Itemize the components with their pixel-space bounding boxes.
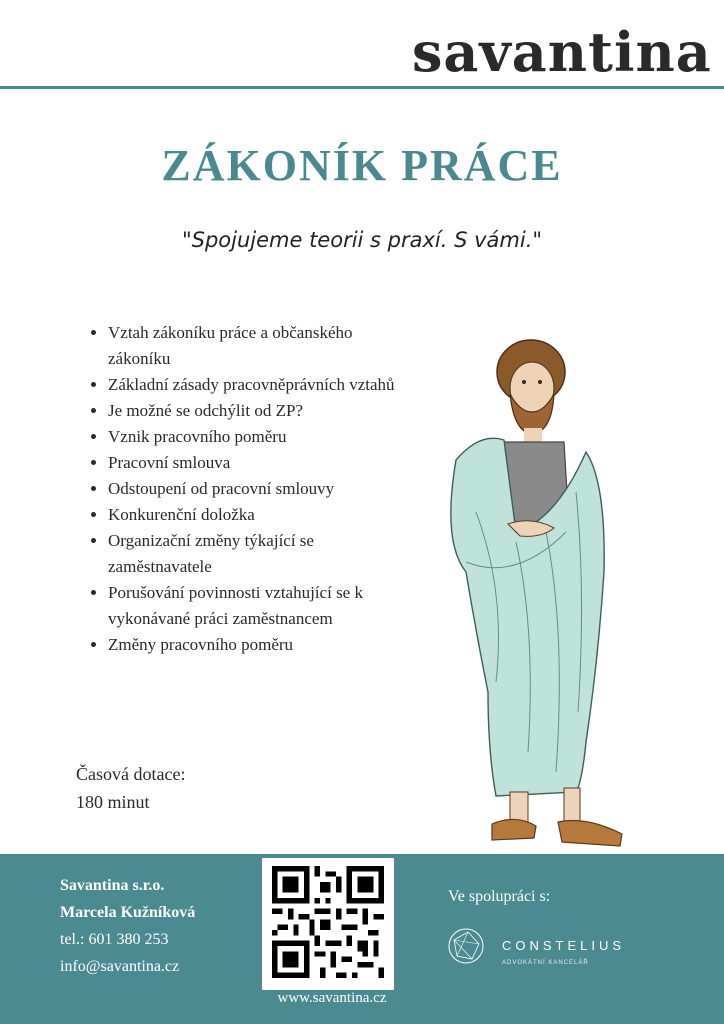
tagline: "Spojujeme teorii s praxí. S vámi." <box>181 228 543 252</box>
topic-item: • Konkurenční doložka <box>108 502 418 528</box>
qr-code-icon[interactable] <box>272 866 384 978</box>
partner-name: CONSTELIUS <box>502 938 626 953</box>
header-divider <box>0 86 724 89</box>
company-name: Savantina s.r.o. <box>60 877 165 894</box>
toga-figure-illustration <box>436 332 636 856</box>
course-title: ZÁKONÍK PRÁCE <box>161 141 563 190</box>
time-value: 180 minut <box>76 792 150 812</box>
contact-email[interactable]: info@savantina.cz <box>60 958 180 975</box>
contact-block <box>60 872 195 980</box>
topic-item: • Vznik pracovního poměru <box>108 424 418 450</box>
topic-list <box>88 320 418 658</box>
website-link[interactable]: www.savantina.cz <box>277 990 387 1006</box>
brand-logo: savantina <box>412 20 712 84</box>
topic-item: • Porušování povinnosti vztahující se k vykonávané práci zaměstnancem <box>108 580 418 632</box>
topic-item: • Organizační změny týkající se zaměstnavatele <box>108 528 418 580</box>
time-allocation <box>76 760 185 816</box>
contact-phone[interactable]: tel.: 601 380 253 <box>60 931 169 948</box>
constelius-logo-icon <box>446 926 486 966</box>
partner-label: Ve spolupráci s: <box>448 888 551 905</box>
topic-item: • Základní zásady pracovněprávních vztahů <box>108 372 418 398</box>
time-label: Časová dotace: <box>76 764 186 784</box>
topic-item: • Pracovní smlouva <box>108 450 418 476</box>
topic-item: • Vztah zákoníku práce a občanského zákoníku <box>108 320 418 372</box>
topic-item: • Odstoupení od pracovní smlouvy <box>108 476 418 502</box>
topic-item: • Je možné se odchýlit od ZP? <box>108 398 418 424</box>
contact-person: Marcela Kužníková <box>60 904 196 921</box>
topic-item: • Změny pracovního poměru <box>108 632 418 658</box>
partner-subtitle: ADVOKÁTNÍ KANCELÁŘ <box>502 960 589 966</box>
